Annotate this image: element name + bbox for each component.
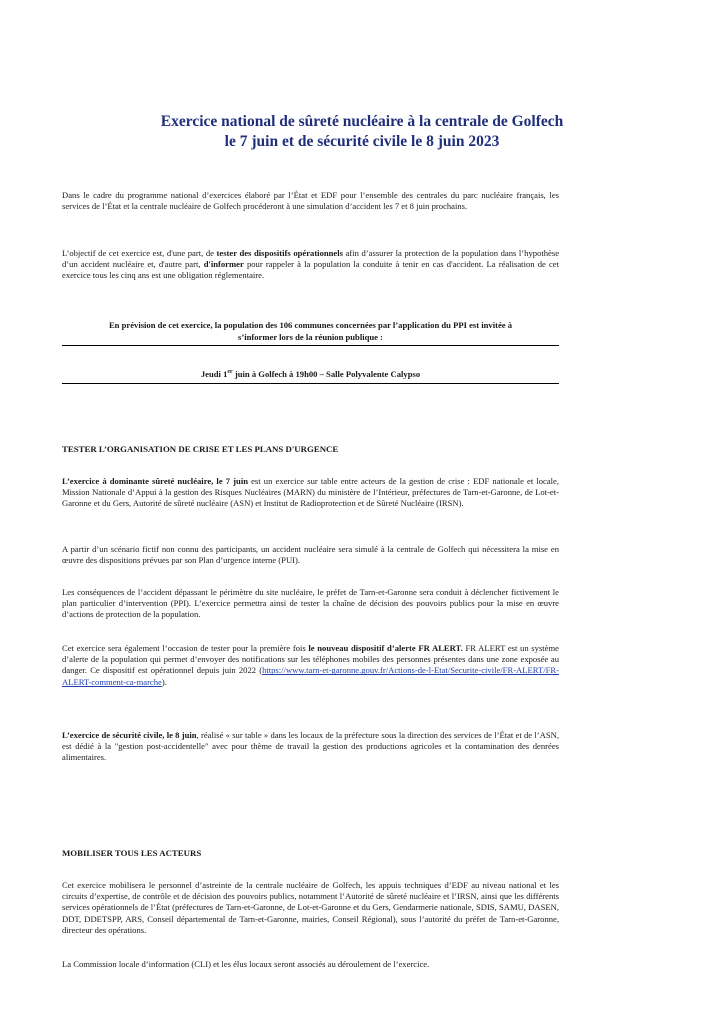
s1p4-text-b: FR ALERT est un système d’alerte de la population qui permet d’envoyer des notifications sur les téléphones mobiles des personnes présentes dans une zone exposée au danger. Ce dispositif est opérationnel depuis juin 2022 ( [62, 643, 559, 676]
intro-paragraph-2 [62, 248, 559, 282]
notice-line-1: En prévision de cet exercice, la population des 106 communes concernées par l’application du PPI est invitée à [108, 320, 513, 330]
s1p1-text: est un exercice sur table entre acteurs de la gestion de crise : EDF nationale et locale, Mission Nationale d’Appui à la gestion des Risques Nucléaires (MARN) du ministère de l’Intérieur, préfectures de Tarn-et-Garonne, de Lot-et-Garonne et du Gers, Autorité de sûreté nucléaire (ASN) et Institut de Radioprotection et de Sûreté Nucléaire (IRSN). [62, 476, 560, 509]
s1p5-bold: L’exercice de sécurité civile, le 8 juin [62, 730, 197, 740]
document-title [0, 112, 724, 152]
s1p4-bold: le nouveau dispositif d’alerte FR ALERT. [308, 643, 463, 653]
intro-paragraph-1: Dans le cadre du programme national d’exercices élaboré par l’État et EDF pour l’ensemble des centrales du parc nucléaire français, les services de l’État et la centrale nucléaire de Golfech procéderont à une simulation d’accident les 7 et 8 juin prochains. [62, 190, 559, 212]
section1-paragraph-4 [62, 643, 559, 688]
intro-p2-bold-b: d'informer [203, 259, 244, 270]
notice-divider [62, 345, 559, 346]
title-line-1: Exercice national de sûreté nucléaire à la centrale de Golfech [160, 113, 564, 130]
meeting-info [62, 369, 559, 381]
section1-paragraph-3: Les conséquences de l’accident dépassant le périmètre du site nucléaire, le préfet de Tarn-et-Garonne sera conduit à déclencher fictivement le plan particulier d’intervention (PPI). L’exercice permettra ainsi de tester la chaîne de décision des pouvoirs publics pour la mise en œuvre d’actions de protection de la population. [62, 587, 559, 620]
intro-p2-text-c: pour rappeler à la population la conduite à tenir en cas d'accident. La réalisation de cet exercice tous les cinq ans est une obligation réglementaire. [62, 259, 559, 281]
s1p4-text-a: Cet exercice sera également l’occasion de tester pour la première fois [62, 643, 309, 653]
meeting-sup: er [227, 369, 233, 376]
meeting-text-b: juin à Golfech à 19h00 – Salle Polyvalente Calypso [232, 369, 421, 379]
s1p1-bold: L’exercice à dominante sûreté nucléaire, le 7 juin [62, 476, 248, 486]
section2-paragraph-1: Cet exercice mobilisera le personnel d’astreinte de la centrale nucléaire de Golfech, les appuis techniques d’EDF au niveau national et les circuits d’expertise, de contrôle et de décision des pouvoirs publics, notamment l’Autorité de sûreté nucléaire et l’IRSN, ainsi que les différents services opérationnels de l’État (préfectures de Tarn-et-Garonne, de Lot-et-Garonne et du Gers, Gendarmerie nationale, SDIS, SAMU, DASEN, DDT, DDETSPP, ARS, Conseil départemental de Tarn-et-Garonne, mairies, Conseil Régional), sous l’autorité du préfet de Tarn-et-Garonne, directeur des opérations. [62, 880, 559, 935]
s1p5-text: , réalisé « sur table » dans les locaux de la préfecture sous la direction des services de l’État et de l’ASN, est dédié à la "gestion post-accidentelle" avec pour thème de travail la gestion des productions agricoles et la contamination des denrées alimentaires. [62, 730, 559, 763]
section1-paragraph-2: A partir d’un scénario fictif non connu des participants, un accident nucléaire sera simulé à la centrale de Golfech qui nécessitera la mise en œuvre des dispositions prévues par son Plan d’urgence interne (PUI). [62, 544, 559, 566]
meeting-divider [62, 383, 559, 384]
intro-p2-bold-a: tester des dispositifs opérationnels [216, 248, 343, 258]
section1-paragraph-5 [62, 730, 559, 764]
public-notice [62, 320, 559, 343]
notice-line-2: s’informer lors de la réunion publique : [238, 331, 383, 342]
fr-alert-link[interactable]: https://www.tarn-et-garonne.gouv.fr/Actions-de-l-Etat/Securite-civile/FR-ALERT/FR-ALERT-comment-ca-marche [62, 665, 559, 687]
section-heading-actors: MOBILISER TOUS LES ACTEURS [62, 848, 202, 858]
intro-p2-text-b: afin d’assurer la protection de la population dans l’hypothèse d’un accident nucléaire et, d'autre part, [62, 248, 560, 270]
section1-paragraph-1 [62, 476, 559, 510]
section2-paragraph-2: La Commission locale d’information (CLI) et les élus locaux seront associés au déroulement de l’exercice. [62, 959, 430, 969]
title-line-2: le 7 juin et de sécurité civile le 8 juin 2023 [224, 133, 500, 150]
section-heading-crisis: TESTER L’ORGANISATION DE CRISE ET LES PLANS D'URGENCE [62, 444, 339, 454]
intro-p2-text-a: L’objectif de cet exercice est, d'une part, de [62, 248, 217, 258]
s1p4-text-c: ). [161, 676, 167, 687]
meeting-text-a: Jeudi 1 [200, 369, 228, 379]
